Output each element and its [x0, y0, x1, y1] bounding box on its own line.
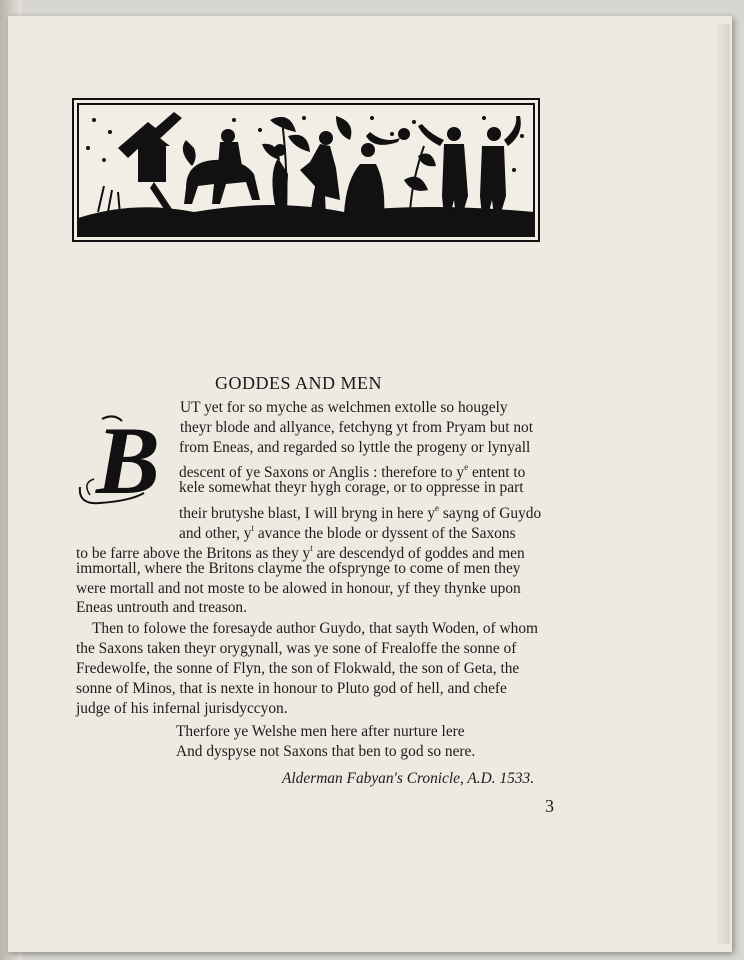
- source-credit: Alderman Fabyan's Cronicle, A.D. 1533.: [282, 770, 535, 787]
- woodcut-illustration: [72, 98, 540, 242]
- verse-line-2: And dyspyse not Saxons that ben to god so nere.: [176, 743, 476, 760]
- text-line-2: theyr blode and allyance, fetchyng yt from Pryam but not: [180, 419, 534, 436]
- text-line-5: kele somewhat theyr hygh corage, or to oppresse in part: [179, 479, 524, 496]
- text-line-10: were mortall and not moste to be alowed in honour, yf they thynke upon: [76, 580, 521, 597]
- verse-line-1: Therfore ye Welshe men here after nurture lere: [176, 723, 465, 740]
- drop-cap-initial: [74, 409, 178, 513]
- text-line-15: sonne of Minos, that is nexte in honour to Pluto god of hell, and chefe: [76, 680, 507, 697]
- text-line-4: descent of ye Saxons or Anglis : therefore to $y^e$ entent to: [179, 462, 526, 482]
- text-line-8: to be farre above the Britons as they $y^t$ are descendyd of goddes and men: [76, 543, 525, 563]
- page-number: 3: [545, 796, 554, 816]
- text-line-11: Eneas untrouth and treason.: [76, 599, 247, 616]
- text-line-14: Fredewolfe, the sonne of Flyn, the son of Flokwald, the son of Geta, the: [76, 660, 520, 677]
- text-line-3: from Eneas, and regarded so lyttle the progeny or lynyall: [179, 439, 531, 456]
- drop-cap-letter: B: [96, 409, 161, 513]
- text-line-12: Then to folowe the foresayde author Guydo, that sayth Woden, of whom: [92, 620, 538, 637]
- text-line-7: and other, $y^t$ avance the blode or dyssent of the Saxons: [179, 523, 516, 543]
- chapter-title: GODDES AND MEN: [215, 373, 383, 393]
- text-line-6: their brutyshe blast, I will bryng in here $y^e$ sayng of Guydo: [179, 503, 542, 523]
- page-edge: [716, 24, 730, 944]
- text-line-13: the Saxons taken theyr orygynall, was ye sone of Frealoffe the sonne of: [76, 640, 517, 657]
- text-line-9: immortall, where the Britons clayme the ofsprynge to come of men they: [76, 560, 521, 577]
- text-line-1: UT yet for so myche as welchmen extolle so hougely: [180, 399, 508, 416]
- text-line-16: judge of his infernal jurisdyccyon.: [76, 700, 288, 717]
